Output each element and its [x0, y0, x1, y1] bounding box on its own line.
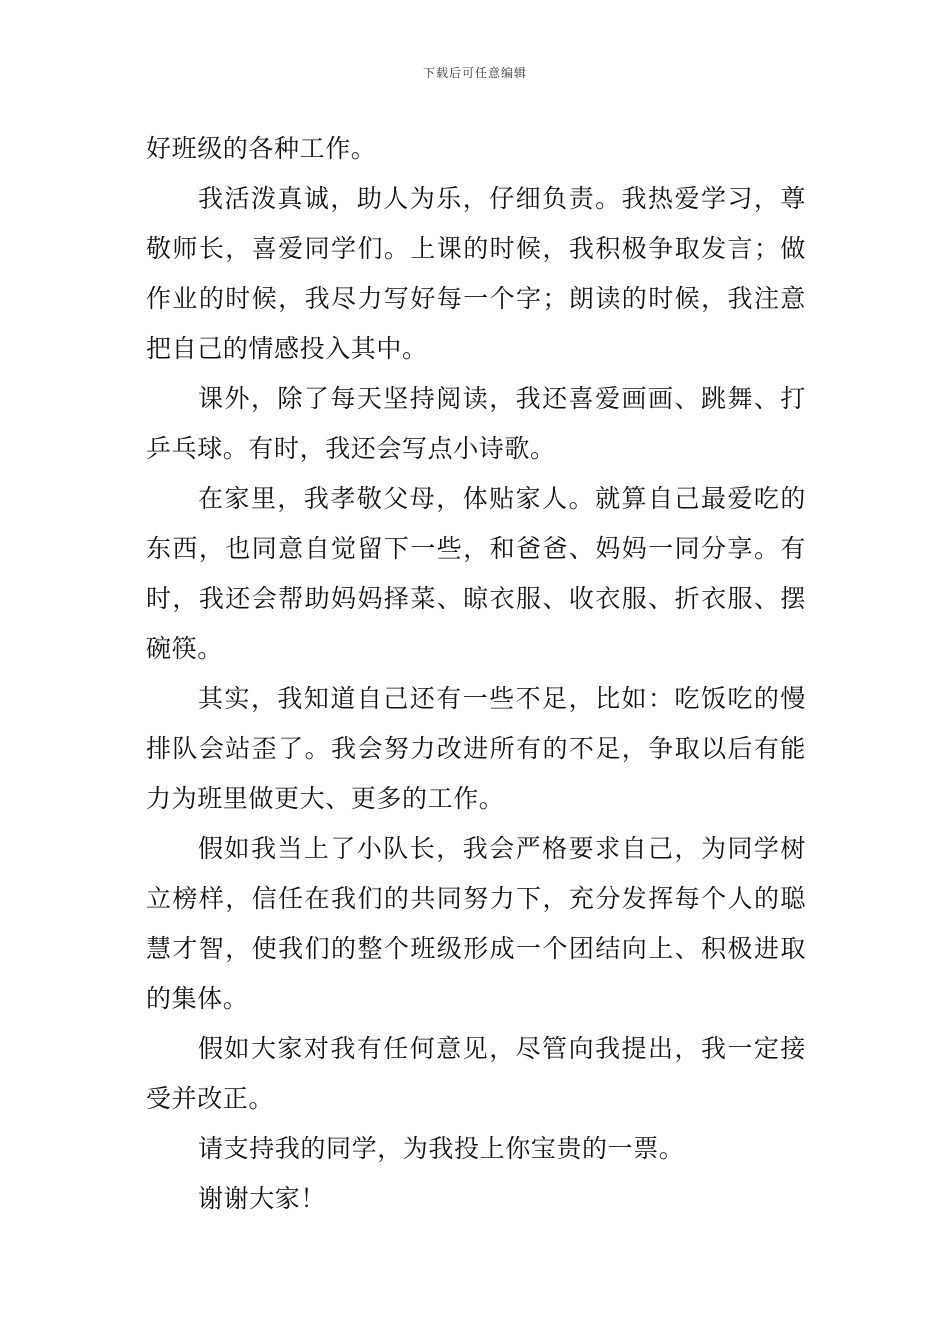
- header-note: 下载后可任意编辑: [422, 66, 527, 80]
- paragraph-feedback: 假如大家对我有任何意见，尽管向我提出，我一定接受并改正。: [146, 1034, 806, 1113]
- paragraph-personality: 我活泼真诚，助人为乐，仔细负责。我热爱学习，尊敬师长，喜爱同学们。上课的时候，我积极争取发言；做作业的时候，我尽力写好每一个字；朗读的时候，我注意把自己的情感投入其中。: [146, 184, 806, 363]
- paragraph-thanks: 谢谢大家！: [198, 1184, 327, 1213]
- paragraph-family: 在家里，我孝敬父母，体贴家人。就算自己最爱吃的东西，也同意自觉留下一些，和爸爸、妈妈一同分享。有时，我还会帮助妈妈择菜、晾衣服、收衣服、折衣服、摆碗筷。: [146, 484, 806, 663]
- document-body: [146, 124, 806, 1224]
- paragraph-hobbies: 课外，除了每天坚持阅读，我还喜爱画画、跳舞、打乒乓球。有时，我还会写点小诗歌。: [146, 384, 806, 463]
- paragraph-continuation: 好班级的各种工作。: [146, 134, 377, 163]
- paragraph-vote-request: 请支持我的同学，为我投上你宝贵的一票。: [198, 1134, 685, 1163]
- paragraph-pledge: 假如我当上了小队长，我会严格要求自己，为同学树立榜样，信任在我们的共同努力下，充分发挥每个人的聪慧才智，使我们的整个班级形成一个团结向上、积极进取的集体。: [146, 834, 806, 1013]
- paragraph-shortcomings: 其实，我知道自己还有一些不足，比如：吃饭吃的慢排队会站歪了。我会努力改进所有的不足，争取以后有能力为班里做更大、更多的工作。: [146, 684, 806, 813]
